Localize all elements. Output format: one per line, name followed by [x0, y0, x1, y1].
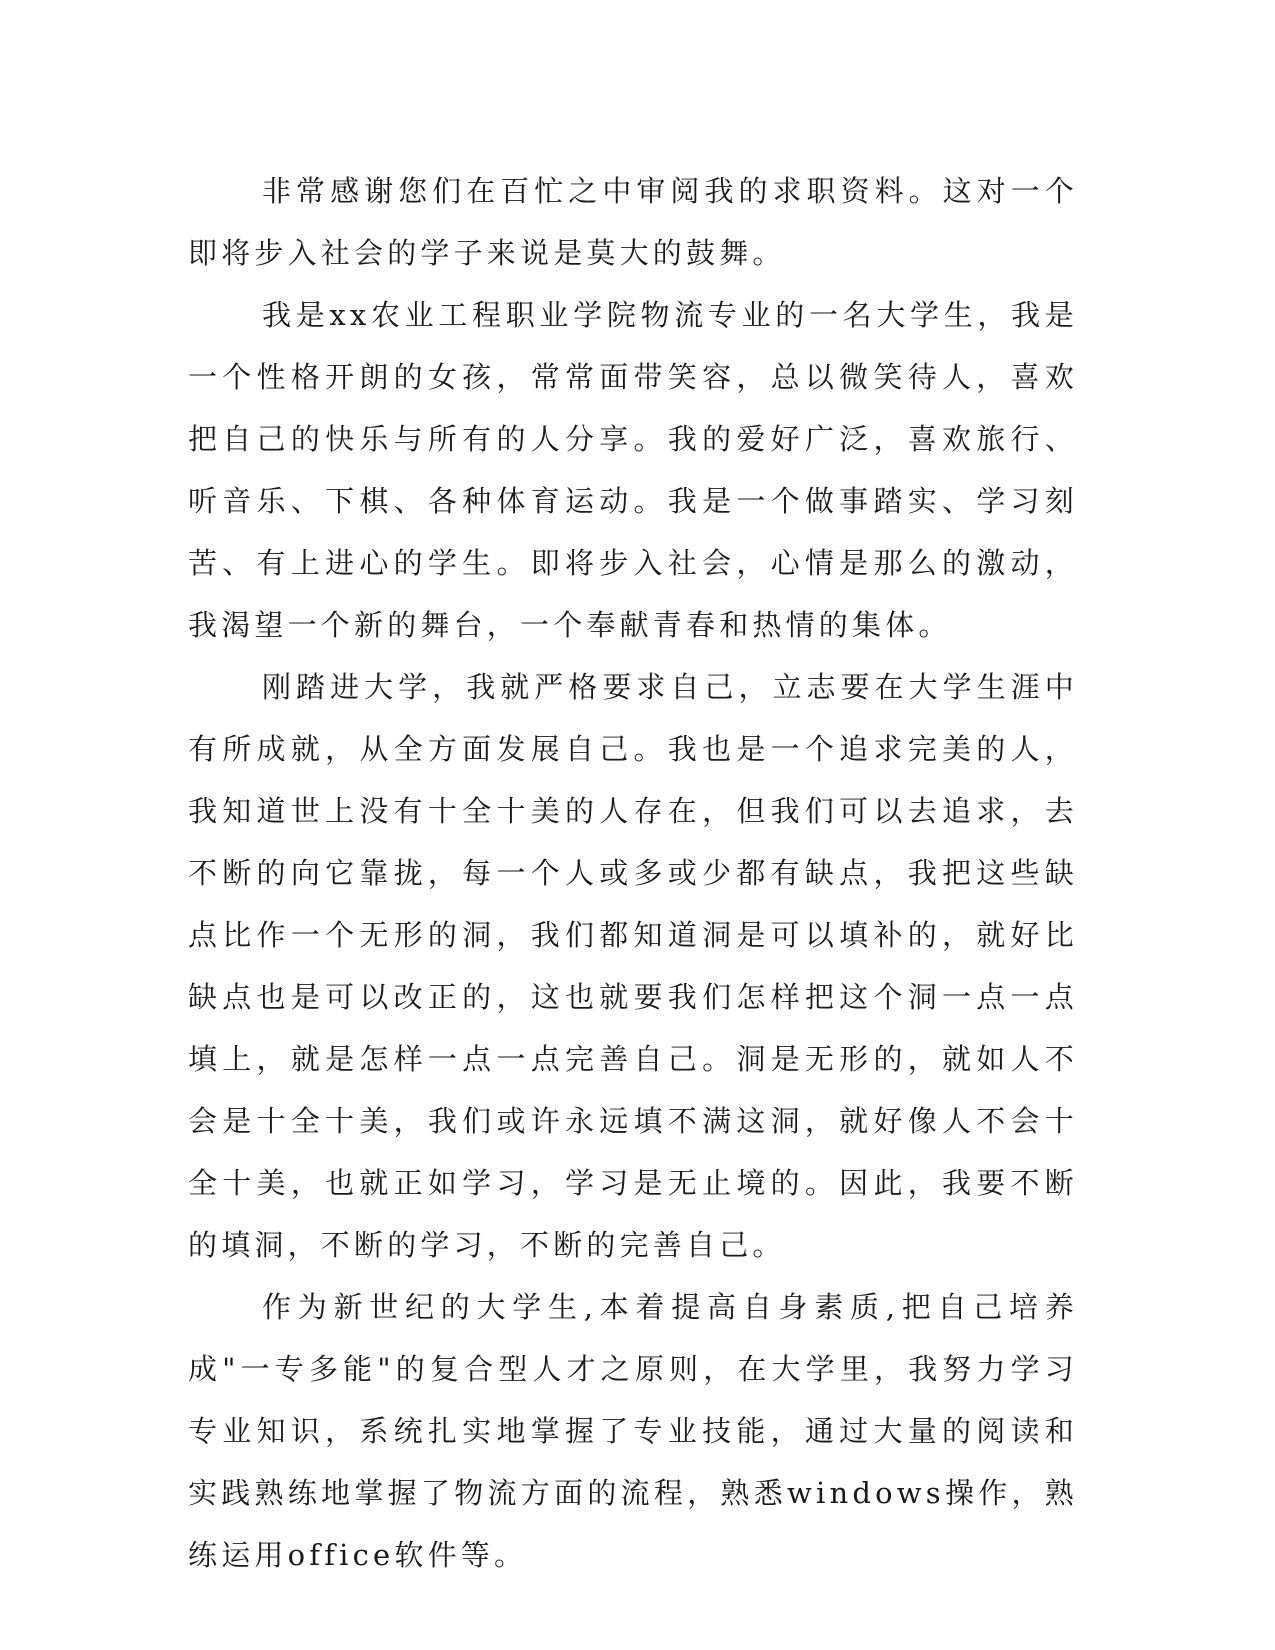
paragraph-self-introduction: 我是xx农业工程职业学院物流专业的一名大学生，我是一个性格开朗的女孩，常常面带笑容，总以微笑待人，喜欢把自己的快乐与所有的人分享。我的爱好广泛，喜欢旅行、听音乐、下棋、各种体育运动。我是一个做事踏实、学习刻苦、有上进心的学生。即将步入社会，心情是那么的激动，我渴望一个新的舞台，一个奉献青春和热情的集体。 [188, 298, 1078, 642]
paragraph-skills: 作为新世纪的大学生,本着提高自身素质,把自己培养成"一专多能"的复合型人才之原则，在大学里，我努力学习专业知识，系统扎实地掌握了专业技能，通过大量的阅读和实践熟练地掌握了物流方面的流程，熟悉windows操作，熟练运用office软件等。 [188, 1290, 1078, 1572]
paragraph-gratitude: 非常感谢您们在百忙之中审阅我的求职资料。这对一个即将步入社会的学子来说是莫大的鼓舞。 [188, 174, 1078, 270]
document-body [188, 160, 1078, 1586]
paragraph-self-improvement: 刚踏进大学，我就严格要求自己，立志要在大学生涯中有所成就，从全方面发展自己。我也是一个追求完美的人，我知道世上没有十全十美的人存在，但我们可以去追求，去不断的向它靠拢，每一个人或多或少都有缺点，我把这些缺点比作一个无形的洞，我们都知道洞是可以填补的，就好比缺点也是可以改正的，这也就要我们怎样把这个洞一点一点填上，就是怎样一点一点完善自己。洞是无形的，就如人不会是十全十美，我们或许永远填不满这洞，就好像人不会十全十美，也就正如学习，学习是无止境的。因此，我要不断的填洞，不断的学习，不断的完善自己。 [188, 670, 1078, 1262]
